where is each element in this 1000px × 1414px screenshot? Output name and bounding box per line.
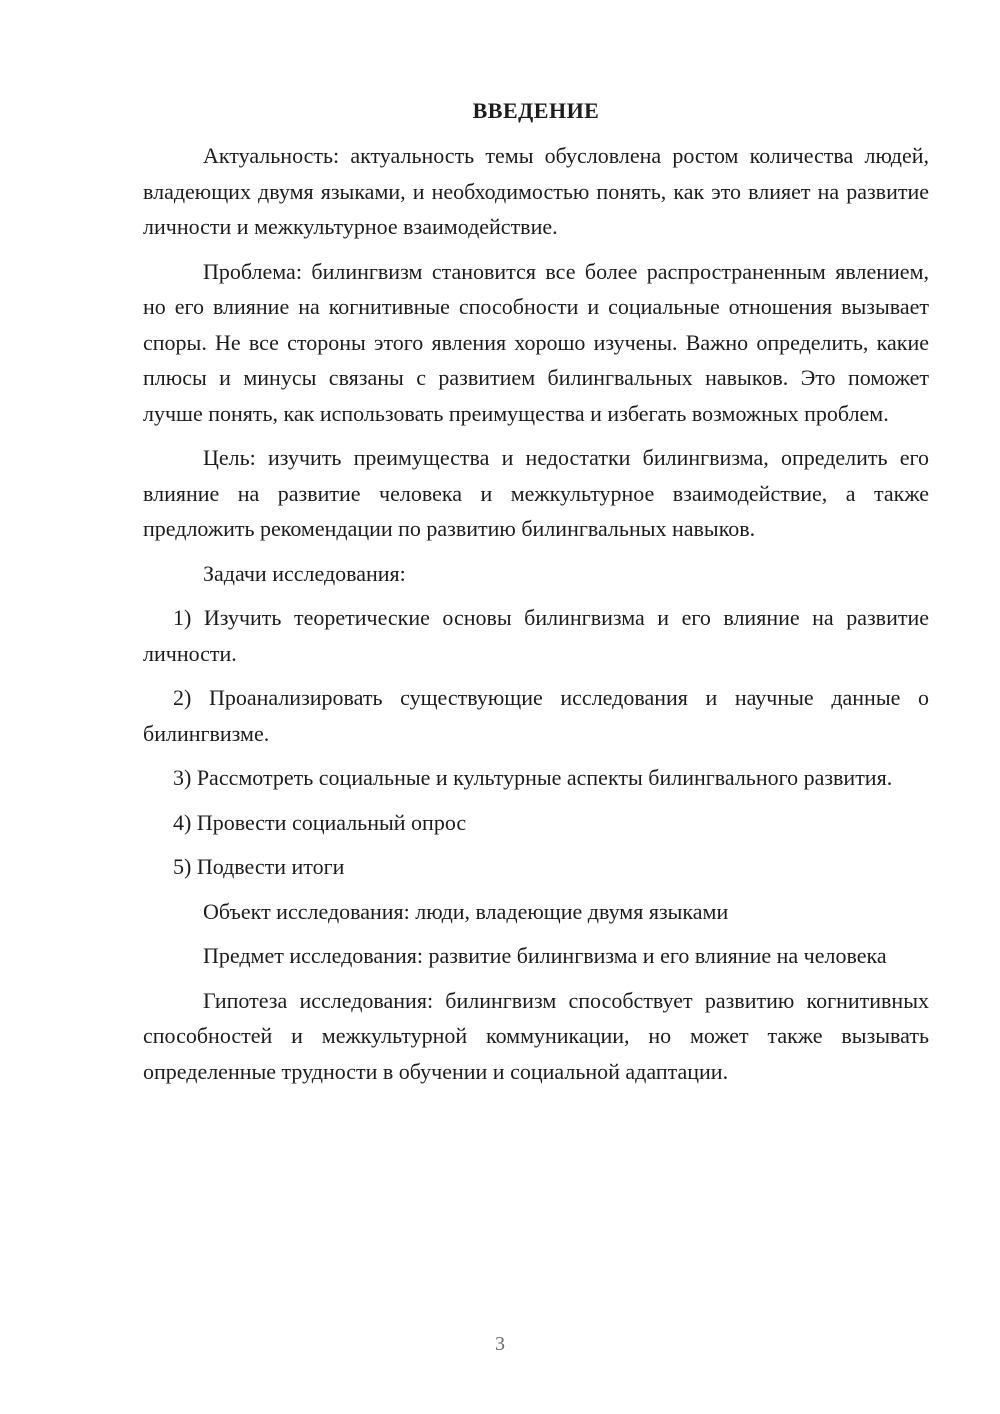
- relevance-paragraph: Актуальность: актуальность темы обусловлена ростом количества людей, владеющих двумя языками, и необходимостью понять, как это влияет на развитие личности и межкультурное взаимодействие.: [143, 143, 929, 239]
- tasks-heading: Задачи исследования:: [203, 560, 406, 586]
- document-page: [143, 96, 929, 1098]
- task-item-5: 5) Подвести итоги: [173, 854, 345, 879]
- object-paragraph: Объект исследования: люди, владеющие двумя языками: [203, 898, 729, 924]
- page-number: 3: [495, 1333, 505, 1355]
- task-item-4: 4) Провести социальный опрос: [173, 809, 467, 835]
- hypothesis-paragraph: Гипотеза исследования: билингвизм способствует развитию когнитивных способностей и межкультурной коммуникации, но может также вызывать определенные трудности в обучении и социальной адаптации.: [143, 987, 929, 1084]
- task-item-2: 2) Проанализировать существующие исследования и научные данные о билингвизме.: [143, 685, 929, 746]
- subject-paragraph: Предмет исследования: развитие билингвизма и его влияние на человека: [203, 943, 887, 968]
- task-item-3: 3) Рассмотреть социальные и культурные аспекты билингвального развития.: [173, 765, 893, 790]
- page-title: ВВЕДЕНИЕ: [472, 98, 600, 123]
- problem-paragraph: Проблема: билингвизм становится все более распространенным явлением, но его влияние на когнитивные способности и социальные отношения вызывает споры. Не все стороны этого явления хорошо изучены. Важно определить, какие плюсы и минусы связаны с развитием билингвальных навыков. Это поможет лучше понять, как использовать преимущества и избегать возможных проблем.: [143, 258, 929, 426]
- goal-paragraph: Цель: изучить преимущества и недостатки билингвизма, определить его влияние на развитие человека и межкультурное взаимодействие, а также предложить рекомендации по развитию билингвальных навыков.: [143, 445, 929, 541]
- task-item-1: 1) Изучить теоретические основы билингвизма и его влияние на развитие личности.: [143, 605, 929, 666]
